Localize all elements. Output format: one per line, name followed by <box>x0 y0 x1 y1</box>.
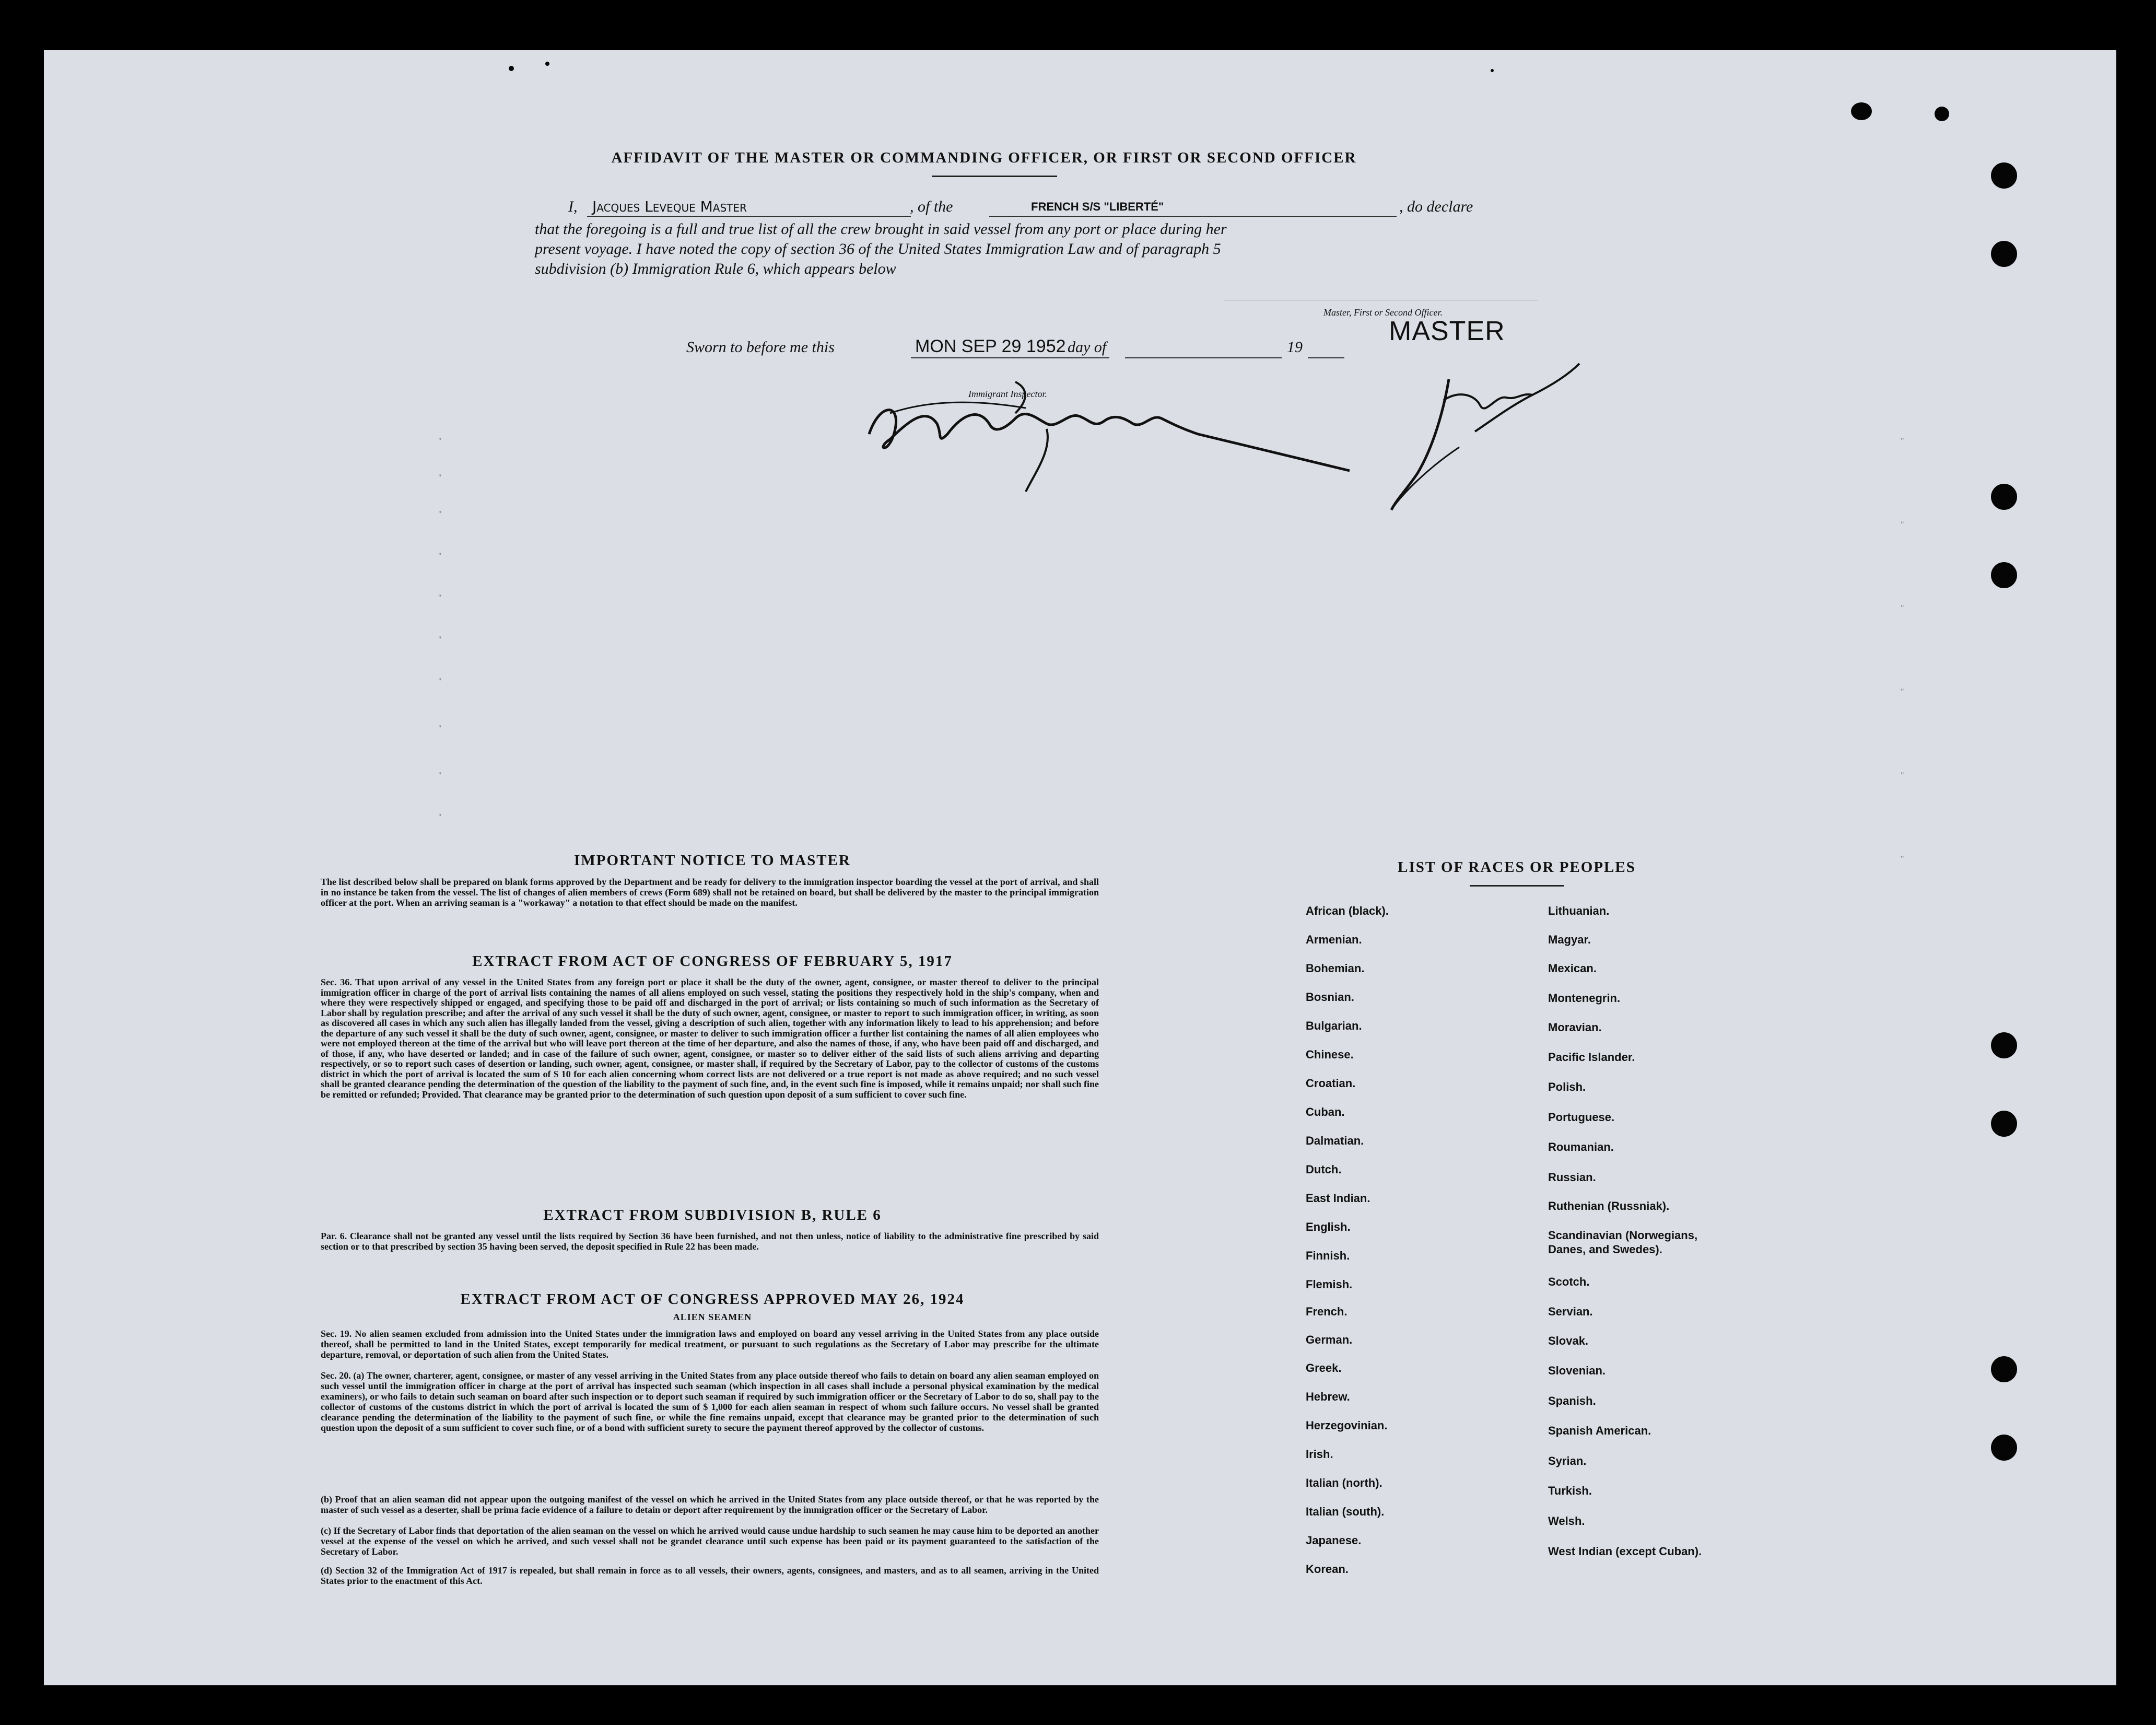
bleed-tick: " <box>438 771 442 780</box>
race-item: Finnish. <box>1306 1249 1350 1262</box>
extract-1917-title: EXTRACT FROM ACT OF CONGRESS OF FEBRUARY 5, 1917 <box>472 953 953 970</box>
officer-stamp: MASTER <box>1389 316 1505 346</box>
race-item: Italian (south). <box>1306 1505 1385 1518</box>
race-item: Bulgarian. <box>1306 1019 1362 1032</box>
race-item: Montenegrin. <box>1548 992 1621 1005</box>
affidavit-line1 <box>535 198 1548 219</box>
vessel-name: FRENCH S/S "LIBERTÉ" <box>1031 200 1164 213</box>
race-item: Welsh. <box>1548 1514 1585 1528</box>
bleed-tick: " <box>1901 687 1904 696</box>
race-item: Syrian. <box>1548 1454 1587 1467</box>
race-item: Bohemian. <box>1306 962 1365 975</box>
sec20c-text: (c) If the Secretary of Labor finds that deportation of the alien seaman on the vessel on which he arrived would cause undue hardship to such seamen he may cause him to be deported an another vessel at the expense of the vessel on which he arrived, and such vessel shall not be grandet clearance until such expense has been paid or its payment guaranteed to the satisfaction of the Secretary of Labor. <box>321 1525 1099 1557</box>
race-item: French. <box>1306 1305 1348 1318</box>
punch-hole <box>1991 241 2017 267</box>
affidavit-line2: that the foregoing is a full and true list of all the crew brought in said vessel from any port or place during her <box>535 220 1227 238</box>
race-item: Portuguese. <box>1548 1111 1615 1124</box>
speck <box>1935 107 1949 121</box>
punch-hole <box>1991 1111 2017 1137</box>
bleed-tick: " <box>1901 520 1904 529</box>
punch-hole <box>1991 1032 2017 1058</box>
race-item: Korean. <box>1306 1563 1349 1576</box>
bleed-tick: " <box>1901 771 1904 780</box>
master-signature <box>1355 332 1585 531</box>
sec20a-text: Sec. 20. (a) The owner, charterer, agent, consignee, or master of any vessel arriving in the United States from any place outside thereof who fails to detain on board any alien seaman employed on such vessel until the immigration officer in charge at the port of arrival has inspected such seaman (which inspection in all cases shall include a personal physical examination by the medical examiners), or who fails to detain such seaman on board after such inspection or to deport such seaman if required by such immigration officer or the Secretary of Labor to do so, shall pay to the collector of customs of the customs district in which the port of arrival is located the sum of $ 1,000 for each alien seaman in respect of whom such failure occurs. No vessel shall be granted clearance pending the determination of the liability to the payment of such fine, or while the fine remains unpaid, except that clearance may be granted prior to the determination of such question upon the deposit of a sum sufficient to cover such fine, or of a bond with sufficient surety to secure the payment thereof approved by the collector of customs. <box>321 1370 1099 1433</box>
year-prefix: 19 <box>1287 339 1303 356</box>
race-item: Slovak. <box>1548 1334 1589 1347</box>
races-title: LIST OF RACES OR PEOPLES <box>1398 859 1636 876</box>
races-title-underline <box>1470 885 1564 887</box>
race-item: Croatian. <box>1306 1077 1356 1090</box>
race-item: Ruthenian (Russniak). <box>1548 1199 1670 1213</box>
speck <box>509 66 514 71</box>
manifest-page <box>44 50 2116 1685</box>
race-item: Russian. <box>1548 1171 1596 1184</box>
speck <box>545 62 549 66</box>
speck <box>1491 69 1494 72</box>
sec20d-text: (d) Section 32 of the Immigration Act of 1917 is repealed, but shall remain in force as to all vessels, their owners, agents, consignees, and masters, and as to all seamen, arriving in the United States prior to the enactment of this Act. <box>321 1565 1099 1586</box>
punch-hole <box>1991 562 2017 588</box>
race-item: Magyar. <box>1548 933 1591 946</box>
race-item: English. <box>1306 1220 1351 1233</box>
race-item: German. <box>1306 1333 1353 1346</box>
officer-caption: Master, First or Second Officer. <box>1323 307 1443 318</box>
of-the: , of the <box>910 198 953 215</box>
punch-hole <box>1991 1435 2017 1461</box>
vessel-line <box>989 216 1397 217</box>
race-item: Scandinavian (Norwegians, Danes, and Swedes). <box>1548 1229 1698 1256</box>
race-item: Dutch. <box>1306 1163 1342 1176</box>
sec19-text: Sec. 19. No alien seamen excluded from admission into the United States under the immigration laws and employed on board any vessel arriving in the United States from any place outside thereof, shall be permitted to land in the United States, except temporarily for medical treatment, or pursuant to such regulations as the Secretary of Labor may prescribe for the ultimate departure, removal, or deportation of such alien from the United States. <box>321 1328 1099 1360</box>
race-item: Pacific Islander. <box>1548 1051 1635 1064</box>
bleed-tick: " <box>438 437 442 446</box>
inspector-signature <box>859 351 1355 497</box>
race-item: Mexican. <box>1548 962 1597 975</box>
punch-hole <box>1991 484 2017 510</box>
race-item: Scotch. <box>1548 1275 1590 1288</box>
sworn-date-stamp: MON SEP 29 1952 <box>915 336 1066 356</box>
race-item: Hebrew. <box>1306 1390 1350 1403</box>
race-item: Japanese. <box>1306 1534 1362 1547</box>
punch-hole <box>1991 162 2017 189</box>
affidavit-title: AFFIDAVIT OF THE MASTER OR COMMANDING OFFICER, OR FIRST OR SECOND OFFICER <box>611 149 1357 166</box>
sworn-label: Sworn to before me this <box>686 339 835 356</box>
race-item: Servian. <box>1548 1305 1593 1318</box>
bleed-tick: " <box>438 635 442 644</box>
race-item: Irish. <box>1306 1448 1333 1461</box>
affidavit-line3: present voyage. I have noted the copy of section 36 of the United States Immigration Law and of paragraph 5 <box>535 240 1221 258</box>
punch-hole <box>1991 1356 2017 1382</box>
notice-text: The list described below shall be prepared on blank forms approved by the Department and be ready for delivery to the immigration inspector boarding the vessel at the port of arrival, and shall in no instance be taken from the vessel. The list of changes of alien members of crews (Form 689) shall not be retained on board, but shall be delivered by the master to the principal immigration officer at the port. When an arriving seaman is a "workaway" a notation to that effect should be made on the manifest. <box>321 877 1099 908</box>
race-item: Turkish. <box>1548 1484 1592 1497</box>
race-item: Polish. <box>1548 1080 1586 1093</box>
race-item: Flemish. <box>1306 1278 1353 1291</box>
race-item: Dalmatian. <box>1306 1134 1364 1147</box>
day-of: day of <box>1068 339 1107 356</box>
race-item: Italian (north). <box>1306 1476 1382 1489</box>
extract-1924-subtitle: ALIEN SEAMEN <box>673 1312 752 1322</box>
race-item: East Indian. <box>1306 1192 1370 1205</box>
master-name-line <box>587 216 911 217</box>
bleed-tick: " <box>1901 855 1904 864</box>
inspector-caption: Immigrant Inspector. <box>968 389 1047 399</box>
bleed-tick: " <box>438 724 442 733</box>
race-item: Moravian. <box>1548 1021 1602 1034</box>
bleed-tick: " <box>1901 604 1904 613</box>
extract-1924-title: EXTRACT FROM ACT OF CONGRESS APPROVED MAY 26, 1924 <box>460 1291 965 1308</box>
race-item: Bosnian. <box>1306 990 1354 1004</box>
master-name: Jacques Leveque Master <box>592 198 747 215</box>
bleed-tick: " <box>438 473 442 482</box>
race-item: Greek. <box>1306 1361 1342 1374</box>
rule6-title: EXTRACT FROM SUBDIVISION B, RULE 6 <box>543 1207 882 1223</box>
bleed-tick: " <box>438 677 442 686</box>
race-item: Spanish. <box>1548 1394 1596 1407</box>
speck <box>1851 102 1872 120</box>
race-item: Herzegovinian. <box>1306 1419 1388 1432</box>
race-item: West Indian (except Cuban). <box>1548 1545 1702 1558</box>
bleed-tick: " <box>1901 437 1904 446</box>
race-item: Roumanian. <box>1548 1140 1614 1153</box>
rule6-text: Par. 6. Clearance shall not be granted any vessel until the lists required by Section 36 have been furnished, and not then unless, notice of liability to the administrative fine prescribed by said section or to that prescribed by section 35 having been served, the deposit specified in Rule 22 has been made. <box>321 1231 1099 1252</box>
extract-1917-text: Sec. 36. That upon arrival of any vessel in the United States from any foreign port or place it shall be the duty of the owner, agent, consignee, or master thereof to deliver to the principal immigration officer in charge of the port of arrival lists containing the names of all aliens employed on such vessel, stating the positions they respectively hold in the ship's company, when and where they were respectively shipped or engaged, and specifying those to be paid off and discharged in the port of arrival; or lists containing so much of such information as the Secretary of Labor shall by regulation prescribe; and after the arrival of any such vessel it shall be the duty of such owner, agent, consignee, or master to report to such immigration officer, in writing, as soon as discovered all cases in which any such alien has illegally landed from the vessel, giving a description of such alien, together with any information likely to lead to his apprehension; and before the departure of any such vessel it shall be the duty of such owner, agent, consignee, or master to deliver to such immigration officer a further list containing the names of all alien employees who were not employed thereon at the time of the arrival but who will leave port thereon at the time of her departure, and also the names of those, if any, who have been paid off and discharged, and of those, if any, who have deserted or landed; and in case of the failure of such owner, agent, consignee, or master so to deliver either of the said lists of such aliens arriving and departing respectively, or so to report such cases of desertion or landing, such owner, agent, consignee, or master shall, if required by the Secretary of Labor, pay to the collector of customs of the customs district in which the port of arrival is located the sum of $ 10 for each alien concerning whom correct lists are not delivered or a true report is not made as above required; and no such vessel shall be granted clearance pending the determination of the question of the liability to the payment of such fine, and, in the event such fine is imposed, while it remains unpaid; nor shall such fine be remitted or refunded; Provided. That clearance may be granted prior to the determination of such question upon deposit of a sum sufficient to cover such fine. <box>321 977 1099 1100</box>
race-item: African (black). <box>1306 904 1389 917</box>
race-item: Armenian. <box>1306 933 1362 946</box>
title-underline <box>932 176 1057 177</box>
race-item: Chinese. <box>1306 1048 1354 1061</box>
pronoun: I, <box>568 198 578 215</box>
bleed-tick: " <box>438 813 442 822</box>
bleed-tick: " <box>438 552 442 561</box>
race-item: Cuban. <box>1306 1105 1345 1118</box>
sec20b-text: (b) Proof that an alien seaman did not appear upon the outgoing manifest of the vessel on which he arrived in the United States from any place outside thereof, or that he was reported by the master of such vessel as a deserter, shall be prima facie evidence of a failure to detain or deport after requirement by the immigration officer or the Secretary of Labor. <box>321 1494 1099 1515</box>
notice-title: IMPORTANT NOTICE TO MASTER <box>574 852 851 869</box>
race-item: Slovenian. <box>1548 1364 1606 1377</box>
bleed-tick: " <box>438 593 442 602</box>
race-item: Spanish American. <box>1548 1424 1651 1437</box>
do-declare: , do declare <box>1399 198 1473 215</box>
affidavit-line4: subdivision (b) Immigration Rule 6, which appears below <box>535 260 896 277</box>
bleed-tick: " <box>438 510 442 519</box>
race-item: Lithuanian. <box>1548 904 1610 917</box>
